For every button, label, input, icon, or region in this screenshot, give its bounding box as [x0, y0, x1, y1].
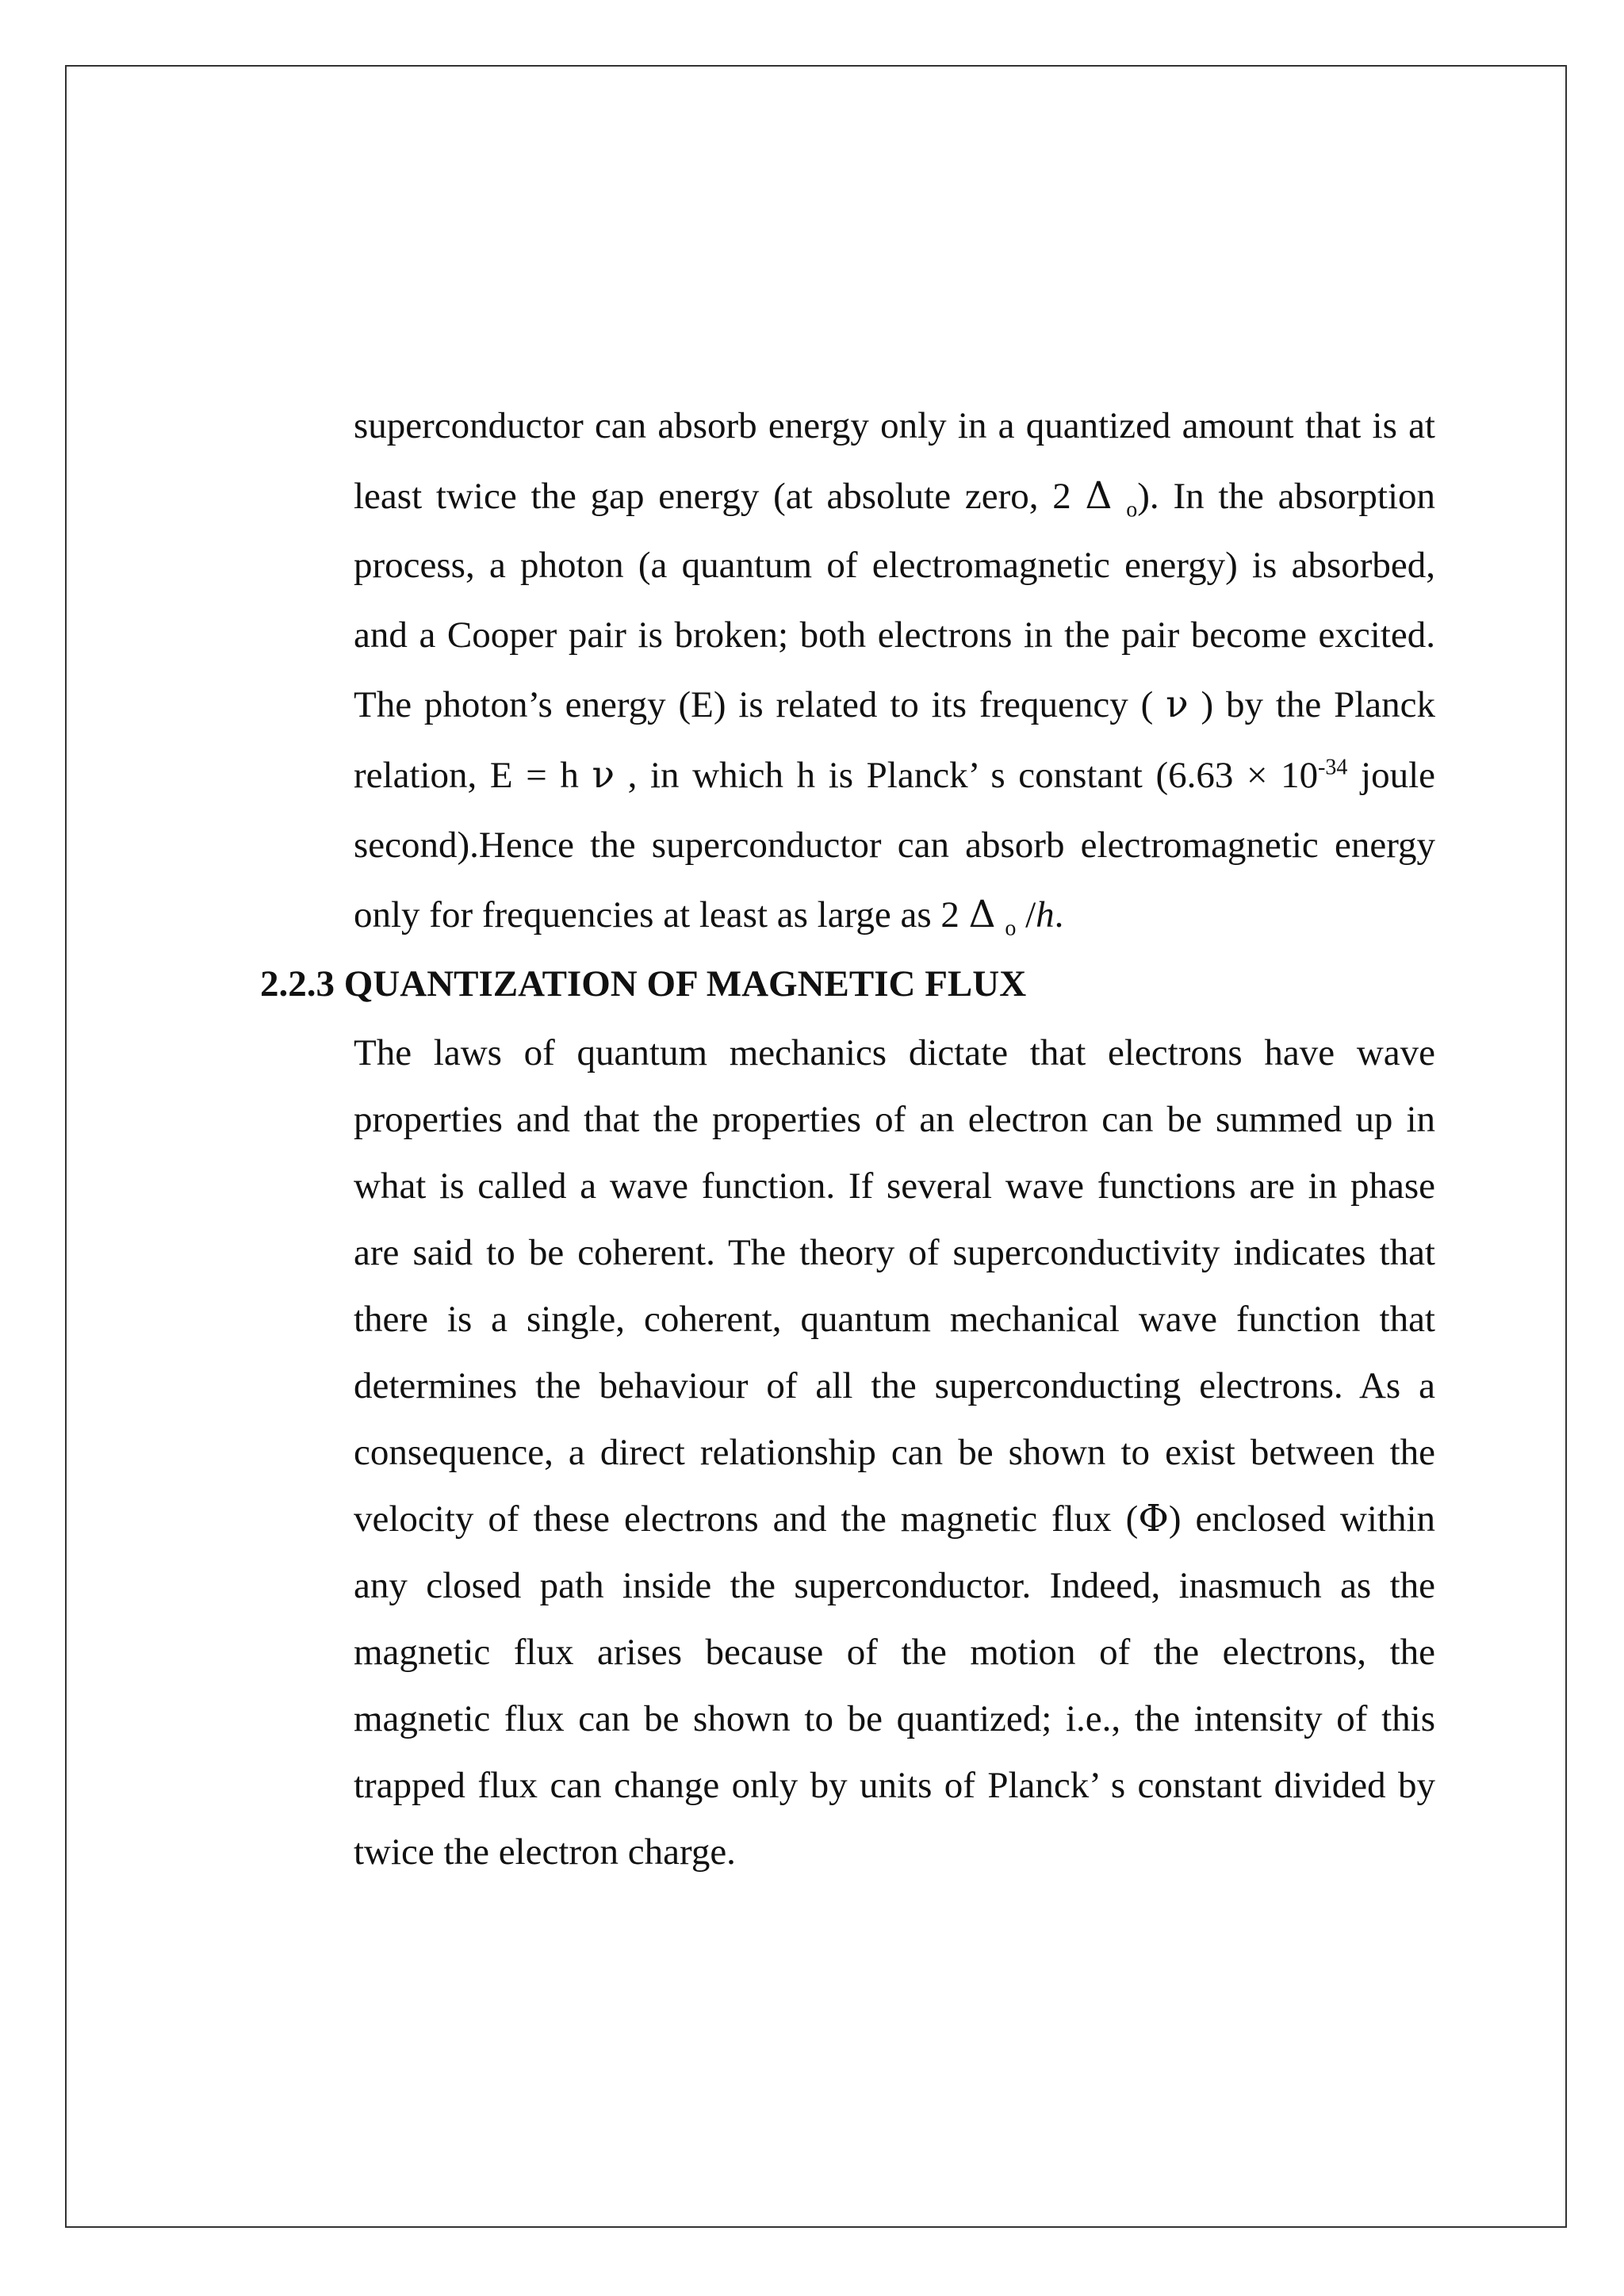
delta-symbol: Δ — [1085, 473, 1113, 518]
subscript-o: o — [1126, 496, 1138, 522]
exponent: -34 — [1318, 755, 1348, 780]
text-segment: superconductor can absorb energy only in a quantized amount that is at least twice the gap energy (at absolute zero, 2 — [354, 405, 1435, 517]
nu-symbol: ν — [1166, 683, 1189, 727]
paragraph-gap-energy — [354, 392, 1435, 951]
text-segment: ) enclosed within any closed path inside the superconductor. Indeed, inasmuch as the magnetic flux arises because of the motion of the electrons, the magnetic flux can be shown to be quantized; i.e., the intensity of this trapped flux can change only by units of Planck’ s constant divided by twice the electron charge. — [354, 1498, 1436, 1873]
subscript-o: o — [1005, 916, 1017, 941]
nu-symbol: ν — [592, 752, 615, 797]
phi-symbol: Φ — [1138, 1497, 1169, 1540]
text-segment: . — [1054, 894, 1064, 936]
section-heading: 2.2.3 QUANTIZATION OF MAGNETIC FLUX — [260, 963, 1027, 1004]
italic-h: h — [1036, 894, 1055, 936]
text-segment: The laws of quantum mechanics dictate that electrons have wave properties and that the properties of an electron can be summed up in what is called a wave function. If several wave functions are in phase are said to be coherent. The theory of superconductivity indicates that there is a single, coherent, quantum mechanical wave function that determines the behaviour of all the superconducting electrons. As a consequence, a direct relationship can be shown to exist between the velocity of these electrons and the magnetic flux ( — [354, 1032, 1435, 1540]
text-segment: joule second).Hence the superconductor can absorb electromagnetic energy only for frequencies at least as large as 2 — [354, 754, 1436, 936]
delta-symbol: Δ — [968, 893, 996, 937]
text-segment: ). In the absorption process, a photon (a quantum of electromagnetic energy) is absorbed, and a Cooper pair is broken; both electrons in the pair become excited. The photon’s energy (E) is related to its frequency ( — [354, 475, 1436, 726]
text-segment: ) by the Planck relation, E = h — [354, 684, 1436, 796]
text-segment: , in which h is Planck’ s constant (6.63 × 10 — [627, 754, 1319, 796]
text-segment: / — [1025, 894, 1036, 936]
paragraph-magnetic-flux — [354, 1020, 1435, 1885]
